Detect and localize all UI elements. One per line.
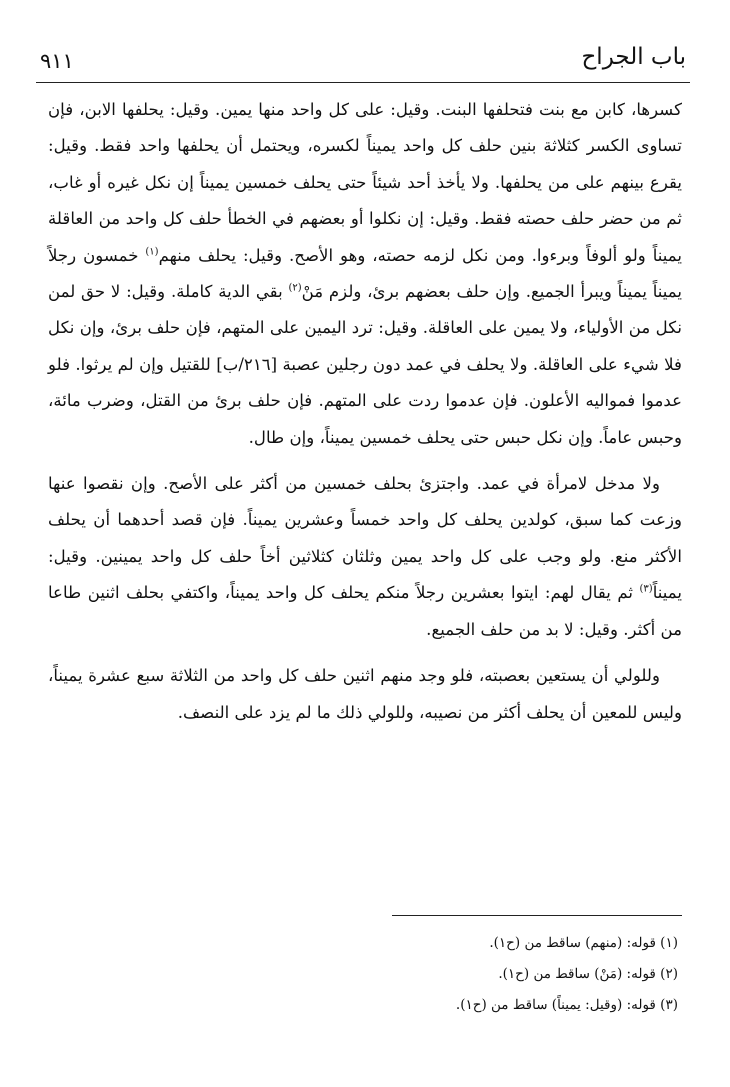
footnote-ref-3: (٣) xyxy=(639,583,653,595)
footnote-ref-2: (٢) xyxy=(288,282,302,294)
footnote-ref-1: (١) xyxy=(145,246,159,258)
paragraph-2 xyxy=(48,466,682,648)
paragraph-1 xyxy=(48,92,682,456)
paragraph-1-text-b: خمسون رجلاً يميناً يميناً ويبرأ الجميع. وإن حلف بعضهم برئ، ولزم مَنْ xyxy=(48,245,682,302)
paragraph-2-text-a: ولا مدخل لامرأة في عمد. واجتزئ بحلف خمسين من أكثر على الأصح. وإن نقصوا عنها وزعت كما سبق، كولدين يحلف كل واحد خمساً وعشرين يميناً. فإن قصد أحدهما أن يحلف الأكثر منع. ولو وجب على كل واحد يمين وثلثان كثلاثين أخاً حلف كل واحد يمينين. وقيل: يميناً xyxy=(48,474,682,603)
paragraph-3: وللولي أن يستعين بعصبته، فلو وجد منهم اثنين حلف كل واحد من الثلاثة سبع عشرة يميناً، وليس للمعين أن يحلف أكثر من نصيبه، وللولي ذلك ما لم يزد على النصف. xyxy=(48,666,682,722)
paragraph-1-text-c: بقي الدية كاملة. وقيل: لا حق لمن نكل من الأولياء، ولا يمين على العاقلة. وقيل: ترد اليمين على المتهم، فإن حلف برئ، وإن نكل فلا شيء على العاقلة. ولا يحلف في عمد دون رجلين عصبة [٢١٦/ب] للقتيل وإن لم يرثوا. فلو عدموا فمواليه الأعلون. فإن عدموا ردت على المتهم. فإن حلف برئ من القتل، وضرب مائة، وحبس عاماً. وإن نكل حبس حتى يحلف خمسين يميناً، وإن طال. xyxy=(48,282,682,447)
footnote-2: (٢) قوله: (مَنْ) ساقط من (ح١). xyxy=(498,966,678,982)
page-header xyxy=(36,36,690,83)
footnotes xyxy=(48,928,678,1021)
footnote-divider xyxy=(392,915,682,916)
chapter-title: باب الجراح xyxy=(581,44,686,70)
footnote-3: (٣) قوله: (وقيل: يميناً) ساقط من (ح١). xyxy=(455,997,678,1013)
main-text xyxy=(48,92,682,731)
page-number: ٩١١ xyxy=(40,49,74,73)
paragraph-2-text-b: ثم يقال لهم: ايتوا بعشرين رجلاً منكم يحلف كل واحد يميناً، واكتفي بحلف اثنين طاعا من أكثر. وقيل: لا بد من حلف الجميع. xyxy=(48,583,682,639)
paragraph-1-text-a: كسرها، كابن مع بنت فتحلفها البنت. وقيل: على كل واحد منها يمين. وقيل: يحلفها الابن، فإن تساوى الكسر كثلاثة بنين حلف كل واحد يميناً لكسره، ويحتمل أن يحلفها واحد فقط. وقيل: يقرع بينهم على من يحلفها. ولا يأخذ أحد شيئاً حتى يحلف خمسين يميناً إن نكل غيره أو غاب، ثم من حضر حلف حصته فقط. وقيل: إن نكلوا أو بعضهم في الخطأ حلف كل واحد من العاقلة يميناً ولو ألوفاً وبرءوا. ومن نكل لزمه حصته، وهو الأصح. وقيل: يحلف منهم xyxy=(48,100,682,265)
footnote-1: (١) قوله: (منهم) ساقط من (ح١). xyxy=(489,935,678,951)
